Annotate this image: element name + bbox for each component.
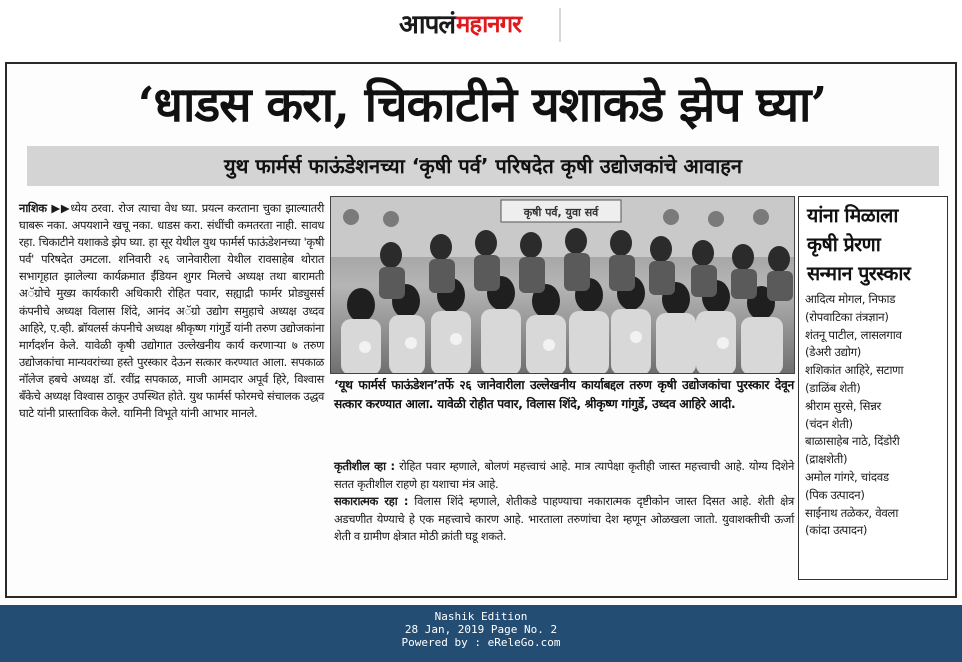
edition-footer [0,605,962,662]
article-paragraph-krutishil [334,458,794,493]
masthead [0,0,962,52]
para-lead-sakaratmak: सकारात्मक रहा : [334,494,409,509]
awardee-name: बाळासाहेब नाठे, दिंडोरी [805,434,900,449]
group-photo [330,196,795,374]
sidebar-title-line1: यांना मिळाला [807,204,898,227]
awardee-name: साईनाथ तळेकर, वेवला [805,505,899,520]
awardee-field: (रोपवाटिका तंत्रज्ञान) [805,309,889,324]
awardee-field: (डाळिंब शेती) [805,380,861,395]
sidebar-title [807,201,943,291]
sidebar-title-line3: सन्मान पुरस्कार [807,262,911,285]
powered-by-link[interactable]: Powered by : eReleGo.com [401,636,561,649]
article-paragraph-sakaratmak [334,493,794,546]
subheadline-band [27,146,939,186]
awardee-field: (डेअरी उद्योग) [805,345,862,360]
headline: ‘धाडस करा, चिकाटीने यशाकडे झेप घ्या’ [137,77,827,133]
para-text-krutishil: रोहित पवार म्हणाले, बोलणं महत्त्वाचं आहे. मात्र त्यापेक्षा कृतीही जास्त महत्त्वाची आहे. योग्य दिशेने सतत कृतीशील राहणे हा यशाचा मंत्र आहे. [334,459,795,491]
photo-caption: ‘यूथ फार्मर्स फाऊंडेशन’तर्फे २६ जानेवारीला उल्लेखनीय कार्याबद्दल तरुण कृषी उद्योजकांचा पुरस्कार देवून सत्कार करण्यात आला. यावेळी रोहीत पवार, विलास शिंदे, श्रीकृष्ण गांगुर्डे, उध्दव आहिरे आदी. [334,378,794,411]
sidebar-title-line2: कृषी प्रेरणा [807,233,881,256]
subheadline: युथ फार्मर्स फाऊंडेशनच्या ‘कृषी पर्व’ परिषदेत कृषी उद्योजकांचे आवाहन [223,154,743,178]
awardee-name: श्रीराम सुरसे, सिन्नर [805,398,881,413]
dateline: नाशिक ▶▶ [19,201,71,215]
masthead-divider [559,8,561,42]
awardee-field: (कांदा उत्पादन) [805,523,868,538]
para-lead-krutishil: कृतीशील व्हा : [334,459,395,473]
awardee-field: (द्राक्षशेती) [805,452,848,467]
masthead-logo[interactable] [399,8,521,38]
awardee-field: (पिक उत्पादन) [805,487,865,502]
news-clipping [5,62,957,598]
group-photo-image [331,197,795,374]
award-sidebar [798,196,948,580]
awardee-field: (चंदन शेती) [805,416,853,431]
article-text: ध्येय ठरवा. रोज त्याचा वेध घ्या. प्रयत्न करताना चुका झाल्यातरी घाबरू नका. अपयशाने खचू नका. धाडस करा. संधींची कमतरता नाही. सावध रहा. चिकाटीने यशाकडे झेप घ्या. हा सूर येथील युथ फार्मर्स फाऊंडेशनच्या 'कृषी पर्व' परिषदेत उमटला. शनिवारी २६ जानेवारीला येथील रावसाहेब थोरात सभागृहात झालेल्या कार्यक्रमात ईंडियन शुगर मिलचे अध्यक्ष तथा बारामती अॅग्रोचे मुख्य कार्यकारी अधिकारी रोहित पवार, सह्याद्री फार्मर प्रोड्युसर्स कंपनीचे अध्यक्ष विलास शिंदे, आनंद अॅग्रो उद्योग समुहाचे अध्यक्ष उध्दव आहिरे, ए.व्ही. ब्रॉयलर्स कंपनीचे अध्यक्ष श्रीकृष्ण गांगुर्डे यांनी तरुण उद्योजकांना मार्गदर्शन केले. यावेळी कृषी उद्योगात उल्लेखनीय कार्य करणाऱ्या ७ तरुण उद्योजकांचा मान्यवरांच्या हस्ते पुरस्कार देऊन सत्कार करण्यात आला. सपकाळ नॉलेज हबचे अध्यक्ष डॉ. रवींद्र सपकाळ, माजी आमदार अपूर्व हिरे, विश्वास बँकेचे अध्यक्ष विश्वास ठाकूर उपस्थित होते. युथ फार्मर्स फोरमचे संचालक उद्धव घाटे यांनी प्रास्ताविक केले. यामिनी विभूते यांनी आभार मानले. [19,201,324,421]
para-text-sakaratmak: विलास शिंदे म्हणाले, शेतीकडे पाहण्याचा नकारात्मक दृष्टीकोन जास्त दिसत आहे. शेती क्षेत्र अडचणीत येण्याचे हे एक महत्त्वाचे कारण आहे. भारताला तरुणांचा देश म्हणून ओळखला जातो. युवाशक्तीची ऊर्जा शेती व ग्रामीण क्षेत्रात मोठी क्रांती घडू शकते. [334,494,794,544]
awardee-list [805,291,945,577]
photo-banner-text: कृषी पर्व, युवा सर्व [523,206,599,219]
article-body-center [334,458,794,590]
masthead-logo-part2: महानगर [455,9,521,38]
awardee-name: आदित्य मोगल, निफाड [805,292,896,306]
awardee-name: शशिकांत आहिरे, सटाणा [805,363,904,378]
edition-date-page: 28 Jan, 2019 Page No. 2 [404,623,558,636]
awardee-name: अमोल गांगरे, चांदवड [805,469,889,484]
article-body-left [19,200,324,590]
edition-name: Nashik Edition [434,610,528,623]
awardee-name: शंतनू पाटील, लासलगाव [805,327,902,342]
article-paragraph [19,200,324,422]
masthead-logo-part1: आपलं [399,10,455,40]
